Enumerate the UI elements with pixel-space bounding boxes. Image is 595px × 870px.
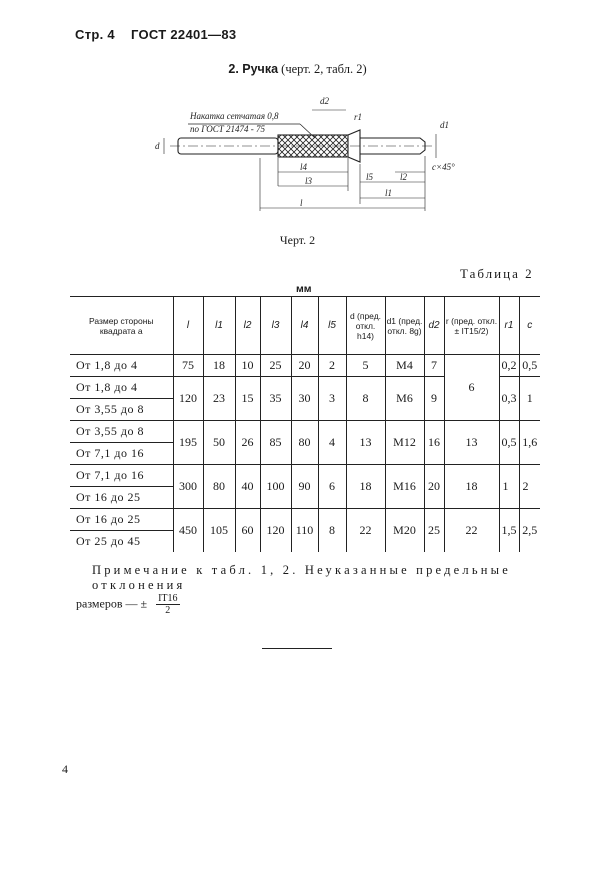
cell-l3: 25 — [260, 355, 291, 377]
table-header-row — [70, 297, 540, 355]
cell-l: 120 — [173, 377, 203, 421]
page-number: 4 — [62, 762, 68, 776]
header-c: c — [519, 297, 540, 355]
cell-l: 75 — [173, 355, 203, 377]
cell-r1: 0,3 — [499, 377, 519, 421]
dim-l1: l1 — [385, 188, 393, 198]
header-l4: l4 — [291, 297, 318, 355]
cell-l3: 100 — [260, 465, 291, 509]
header-l3: l3 — [260, 297, 291, 355]
cell-r1: 0,2 — [499, 355, 519, 377]
cell-c: 2,5 — [519, 509, 540, 553]
section-name: 2. Ручка — [228, 62, 279, 76]
cell-l1: 23 — [203, 377, 235, 421]
side-range: От 1,8 до 4 — [70, 377, 173, 399]
cell-l2: 15 — [235, 377, 260, 421]
cell-c: 0,5 — [519, 355, 540, 377]
figure-caption: Черт. 2 — [279, 233, 316, 247]
cell-l5: 6 — [318, 465, 346, 509]
cell-c: 2 — [519, 465, 540, 509]
cell-c: 1,6 — [519, 421, 540, 465]
side-range: От 16 до 25 — [70, 509, 173, 531]
cell-l1: 105 — [203, 509, 235, 553]
cell-r: 18 — [444, 465, 499, 509]
dim-d2: d2 — [320, 96, 329, 106]
header-l: l — [173, 297, 203, 355]
cell-l2: 40 — [235, 465, 260, 509]
cell-r1: 0,5 — [499, 421, 519, 465]
cell-l5: 3 — [318, 377, 346, 421]
cell-l3: 35 — [260, 377, 291, 421]
cell-l: 300 — [173, 465, 203, 509]
table-row — [70, 421, 540, 443]
cell-d1: M6 — [385, 377, 424, 421]
side-range: От 25 до 45 — [76, 534, 141, 548]
side-range: От 1,8 до 4 — [70, 355, 173, 377]
header-d1: d1 (пред. откл. 8g) — [385, 297, 424, 355]
cell-c: 1 — [519, 377, 540, 421]
cell-l1: 50 — [203, 421, 235, 465]
table-row — [70, 465, 540, 487]
dim-d1: d1 — [440, 120, 449, 130]
cell-l5: 8 — [318, 509, 346, 553]
cell-l4: 80 — [291, 421, 318, 465]
fraction-numerator: IT16 — [158, 593, 178, 604]
cell-r1: 1,5 — [499, 509, 519, 553]
handle-drawing — [150, 86, 470, 226]
cell-r: 13 — [444, 421, 499, 465]
cell-d2: 7 — [424, 355, 444, 377]
dim-l5: l5 — [366, 172, 374, 182]
cell-l4: 20 — [291, 355, 318, 377]
header-d: d (пред. откл. h14) — [346, 297, 385, 355]
cell-d: 22 — [346, 509, 385, 553]
side-range: От 3,55 до 8 — [70, 421, 173, 443]
note-prefix: размеров — ± — [76, 596, 148, 611]
cell-d1: M4 — [385, 355, 424, 377]
section-ref: (черт. 2, табл. 2) — [281, 62, 367, 76]
dimensions-table — [70, 296, 540, 552]
cell-d2: 16 — [424, 421, 444, 465]
cell-l1: 80 — [203, 465, 235, 509]
cell-l1: 18 — [203, 355, 235, 377]
header-r1: r1 — [499, 297, 519, 355]
cell-r: 22 — [444, 509, 499, 553]
knurl-standard: по ГОСТ 21474 - 75 — [190, 124, 266, 134]
cell-r: 6 — [444, 355, 499, 421]
cell-d1: M20 — [385, 509, 424, 553]
page-header — [75, 27, 236, 42]
table-note-line2 — [76, 593, 180, 616]
table-note: Примечание к табл. 1, 2. Неуказанные предельные отклонения — [92, 563, 511, 592]
cell-d1: M12 — [385, 421, 424, 465]
cell-d2: 20 — [424, 465, 444, 509]
cell-l3: 120 — [260, 509, 291, 553]
cell-r1: 1 — [499, 465, 519, 509]
dim-l4: l4 — [300, 162, 308, 172]
cell-d: 18 — [346, 465, 385, 509]
table-row — [70, 355, 540, 377]
side-range: От 7,1 до 16 — [70, 465, 173, 487]
section-title — [0, 62, 595, 77]
cell-l: 195 — [173, 421, 203, 465]
dim-r1: r1 — [354, 112, 363, 122]
tolerance-fraction — [156, 593, 179, 616]
cell-l4: 110 — [291, 509, 318, 553]
cell-d1: M16 — [385, 465, 424, 509]
header-side: Размер стороны квадрата a — [70, 297, 173, 355]
cell-d2: 9 — [424, 377, 444, 421]
page-label: Стр. 4 — [75, 27, 115, 42]
cell-d2: 25 — [424, 509, 444, 553]
table-title: Таблица 2 — [460, 266, 534, 281]
standard-code: ГОСТ 22401—83 — [130, 27, 237, 42]
cell-d: 5 — [346, 355, 385, 377]
cell-l5: 4 — [318, 421, 346, 465]
cell-l5: 2 — [318, 355, 346, 377]
cell-l2: 10 — [235, 355, 260, 377]
dim-l: l — [300, 198, 303, 208]
cell-l4: 30 — [291, 377, 318, 421]
dim-d: d — [155, 141, 160, 151]
side-range: От 3,55 до 8 — [70, 399, 173, 421]
knurl-label: Накатка сетчатая 0,8 — [190, 111, 279, 121]
header-r: r (пред. откл. ± IT15/2) — [444, 297, 499, 355]
dim-chamfer: c×45° — [432, 162, 455, 172]
side-range: От 16 до 25 — [70, 487, 173, 509]
cell-d: 13 — [346, 421, 385, 465]
cell-l4: 90 — [291, 465, 318, 509]
dim-l2: l2 — [400, 172, 408, 182]
header-l2: l2 — [235, 297, 260, 355]
cell-d: 8 — [346, 377, 385, 421]
dim-l3: l3 — [305, 176, 313, 186]
cell-l3: 85 — [260, 421, 291, 465]
header-l5: l5 — [318, 297, 346, 355]
header-d2: d2 — [424, 297, 444, 355]
table-units: мм — [296, 283, 312, 295]
cell-l2: 26 — [235, 421, 260, 465]
cell-l2: 60 — [235, 509, 260, 553]
header-l1: l1 — [203, 297, 235, 355]
table-row — [70, 509, 540, 531]
divider — [262, 648, 332, 649]
fraction-denominator: 2 — [165, 605, 171, 616]
side-range: От 7,1 до 16 — [70, 443, 173, 465]
cell-l: 450 — [173, 509, 203, 553]
